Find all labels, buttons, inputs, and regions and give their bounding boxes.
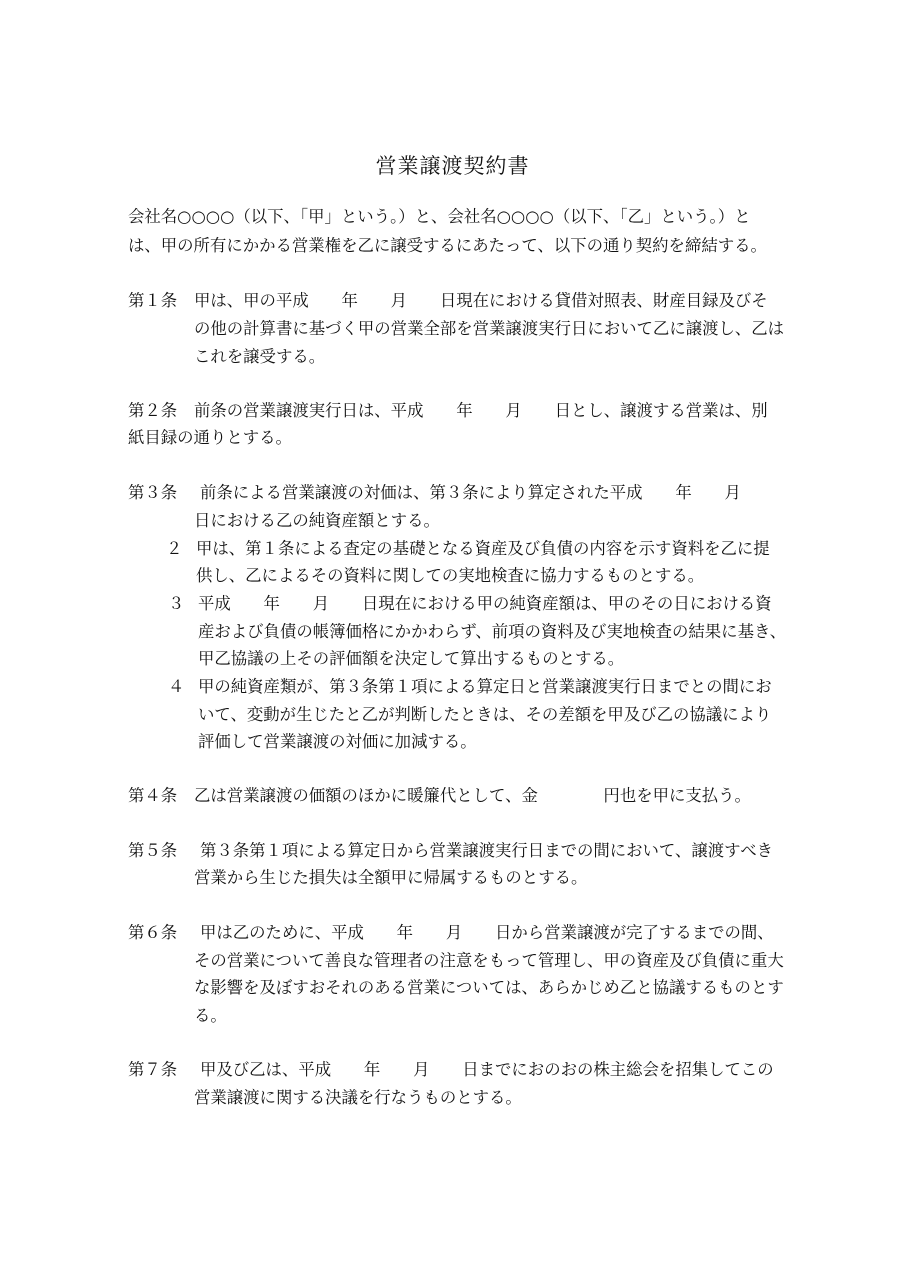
article-text-line: 営業から生じた損失は全額甲に帰属するものとする。 xyxy=(194,868,588,887)
item-text-line: 評価して営業譲渡の対価に加減する。 xyxy=(198,732,477,751)
article-text-line: 前条による営業譲渡の対価は、第３条により算定された平成 年 月 xyxy=(200,483,741,502)
article-text-line: 前条の営業譲渡実行日は、平成 年 月 日とし、譲渡する営業は、別 xyxy=(194,401,768,420)
intro-line: 会社名○○○○（以下、「甲」という。）と、会社名○○○○（以下、「乙」という。）と xyxy=(128,207,751,226)
article-text-line: の他の計算書に基づく甲の営業全部を営業譲渡実行日において乙に譲渡し、乙は xyxy=(194,319,785,338)
item-text-line: 甲乙協議の上その評価額を決定して算出するものとする。 xyxy=(198,649,625,668)
article-text-line: 乙は営業譲渡の価額のほかに暖簾代として、金 円也を甲に支払う。 xyxy=(194,786,751,805)
article-text-line: 営業譲渡に関する決議を行なうものとする。 xyxy=(194,1088,522,1107)
article-text-line: る。 xyxy=(194,1006,227,1025)
item-text-line: 甲の純資産類が、第３条第１項による算定日と営業譲渡実行日までとの間にお xyxy=(198,677,772,696)
article-text-line: 甲は、甲の平成 年 月 日現在における貸借対照表、財産目録及びそ xyxy=(194,291,768,310)
article-label: 第１条 xyxy=(128,291,178,310)
article-text-line: 甲は乙のために、平成 年 月 日から営業譲渡が完了するまでの間、 xyxy=(200,923,774,942)
item-number: ２ xyxy=(166,539,183,558)
article-text-line: その営業について善良な管理者の注意をもって管理し、甲の資産及び負債に重大 xyxy=(194,951,784,970)
article-label: 第７条 xyxy=(128,1060,178,1079)
article-label: 第３条 xyxy=(128,483,178,502)
article-label: 第２条 xyxy=(128,401,178,420)
intro-line: は、甲の所有にかかる営業権を乙に譲受するにあたって、以下の通り契約を締結する。 xyxy=(128,236,767,255)
article-text-line: 第３条第１項による算定日から営業譲渡実行日までの間において、譲渡すべき xyxy=(200,841,774,860)
article-text-line: な影響を及ぼすおそれのある営業については、あらかじめ乙と協議するものとす xyxy=(194,978,784,997)
item-text-line: 供し、乙によるその資料に関しての実地検査に協力するものとする。 xyxy=(196,566,705,585)
article-text-line: 紙目録の通りとする。 xyxy=(128,428,292,447)
article-text-line: 日における乙の純資産額とする。 xyxy=(194,511,440,530)
item-text-line: いて、変動が生じたと乙が判断したときは、その差額を甲及び乙の協議により xyxy=(198,705,772,724)
document-title: 営業譲渡契約書 xyxy=(375,154,530,178)
item-number: ３ xyxy=(168,594,185,613)
article-text-line: これを譲受する。 xyxy=(194,347,326,366)
item-text-line: 甲は、第１条による査定の基礎となる資産及び負債の内容を示す資料を乙に提 xyxy=(196,539,770,558)
article-label: 第６条 xyxy=(128,923,178,942)
article-label: 第５条 xyxy=(128,841,178,860)
item-text-line: 産および負債の帳簿価格にかかわらず、前項の資料及び実地検査の結果に基き、 xyxy=(198,622,787,641)
article-label: 第４条 xyxy=(128,786,178,805)
article-text-line: 甲及び乙は、平成 年 月 日までにおのおの株主総会を招集してこの xyxy=(200,1060,774,1079)
item-number: ４ xyxy=(168,677,185,696)
item-text-line: 平成 年 月 日現在における甲の純資産額は、甲のその日における資 xyxy=(198,594,772,613)
